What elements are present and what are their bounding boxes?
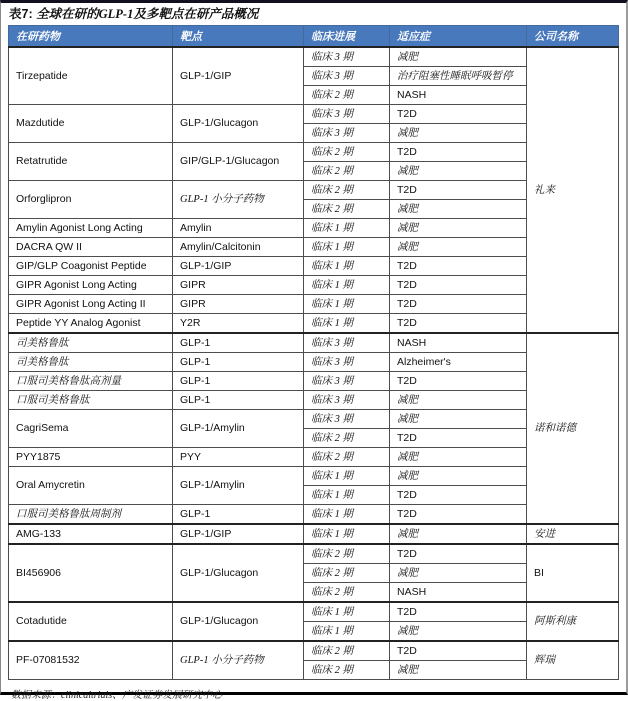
table-row	[9, 641, 619, 661]
header-row	[9, 26, 619, 48]
phase-cell: 临床 3 期	[304, 105, 390, 124]
target-cell: Amylin/Calcitonin	[173, 238, 304, 257]
indication-cell: 减肥	[390, 410, 527, 429]
table-title	[9, 6, 626, 22]
company-cell: 安进	[527, 524, 619, 544]
drug-cell: 司美格鲁肽	[9, 333, 173, 353]
phase-cell: 临床 2 期	[304, 181, 390, 200]
header-target: 靶点	[173, 26, 304, 48]
target-cell: GLP-1/Amylin	[173, 410, 304, 448]
data-source-note: 数据来源：clinicaltrials、广发证券发展研究中心	[11, 690, 223, 701]
indication-cell: 减肥	[390, 661, 527, 680]
indication-cell: T2D	[390, 143, 527, 162]
company-cell: 辉瑞	[527, 641, 619, 680]
phase-cell: 临床 1 期	[304, 622, 390, 642]
target-cell: GLP-1	[173, 333, 304, 353]
phase-cell: 临床 1 期	[304, 219, 390, 238]
table-title-text: 全球在研的GLP-1及多靶点在研产品概况	[36, 7, 259, 21]
drug-cell: BI456906	[9, 544, 173, 602]
indication-cell: 减肥	[390, 524, 527, 544]
indication-cell: 治疗阻塞性睡眠呼吸暂停	[390, 67, 527, 86]
indication-cell: T2D	[390, 486, 527, 505]
table-body	[9, 47, 619, 680]
phase-cell: 临床 2 期	[304, 661, 390, 680]
target-cell: GLP-1/GIP	[173, 524, 304, 544]
header-drug: 在研药物	[9, 26, 173, 48]
indication-cell: T2D	[390, 544, 527, 564]
table-row	[9, 544, 619, 564]
indication-cell: T2D	[390, 105, 527, 124]
target-cell: GLP-1	[173, 353, 304, 372]
drug-cell: Orforglipron	[9, 181, 173, 219]
target-cell: GLP-1/GIP	[173, 257, 304, 276]
phase-cell: 临床 3 期	[304, 47, 390, 67]
phase-cell: 临床 2 期	[304, 429, 390, 448]
table-row	[9, 524, 619, 544]
drug-cell: Amylin Agonist Long Acting	[9, 219, 173, 238]
target-cell: PYY	[173, 448, 304, 467]
indication-cell: Alzheimer's	[390, 353, 527, 372]
target-cell: GLP-1/Amylin	[173, 467, 304, 505]
header-phase: 临床进展	[304, 26, 390, 48]
target-cell: GLP-1	[173, 391, 304, 410]
indication-cell: T2D	[390, 429, 527, 448]
table-row	[9, 47, 619, 67]
indication-cell: 减肥	[390, 200, 527, 219]
drug-cell: PYY1875	[9, 448, 173, 467]
phase-cell: 临床 1 期	[304, 314, 390, 334]
phase-cell: 临床 2 期	[304, 143, 390, 162]
indication-cell: 减肥	[390, 238, 527, 257]
indication-cell: NASH	[390, 333, 527, 353]
target-cell: GIPR	[173, 276, 304, 295]
phase-cell: 临床 2 期	[304, 583, 390, 603]
target-cell: GLP-1/Glucagon	[173, 602, 304, 641]
target-cell: GLP-1/Glucagon	[173, 105, 304, 143]
indication-cell: T2D	[390, 505, 527, 525]
drug-cell: GIPR Agonist Long Acting II	[9, 295, 173, 314]
target-cell: GLP-1 小分子药物	[173, 181, 304, 219]
target-cell: GLP-1	[173, 372, 304, 391]
target-cell: Amylin	[173, 219, 304, 238]
phase-cell: 临床 1 期	[304, 602, 390, 622]
target-cell: GLP-1	[173, 505, 304, 525]
drug-cell: 司美格鲁肽	[9, 353, 173, 372]
phase-cell: 临床 1 期	[304, 505, 390, 525]
indication-cell: T2D	[390, 372, 527, 391]
phase-cell: 临床 3 期	[304, 391, 390, 410]
phase-cell: 临床 1 期	[304, 238, 390, 257]
phase-cell: 临床 1 期	[304, 295, 390, 314]
drug-cell: 口服司美格鲁肽高剂量	[9, 372, 173, 391]
indication-cell: T2D	[390, 602, 527, 622]
phase-cell: 临床 2 期	[304, 564, 390, 583]
target-cell: GIP/GLP-1/Glucagon	[173, 143, 304, 181]
drug-cell: Tirzepatide	[9, 47, 173, 105]
indication-cell: 减肥	[390, 219, 527, 238]
phase-cell: 临床 3 期	[304, 124, 390, 143]
table-title-prefix: 表7:	[9, 7, 33, 21]
target-cell: GLP-1/Glucagon	[173, 544, 304, 602]
header-indication: 适应症	[390, 26, 527, 48]
phase-cell: 临床 3 期	[304, 67, 390, 86]
company-cell: BI	[527, 544, 619, 602]
company-cell: 阿斯利康	[527, 602, 619, 641]
drug-cell: Cotadutide	[9, 602, 173, 641]
indication-cell: 减肥	[390, 47, 527, 67]
indication-cell: T2D	[390, 641, 527, 661]
phase-cell: 临床 2 期	[304, 162, 390, 181]
drug-cell: GIPR Agonist Long Acting	[9, 276, 173, 295]
indication-cell: 减肥	[390, 448, 527, 467]
phase-cell: 临床 3 期	[304, 353, 390, 372]
indication-cell: 减肥	[390, 622, 527, 642]
drug-cell: Retatrutide	[9, 143, 173, 181]
header-company: 公司名称	[527, 26, 619, 48]
indication-cell: 减肥	[390, 124, 527, 143]
drug-cell: AMG-133	[9, 524, 173, 544]
drug-cell: Mazdutide	[9, 105, 173, 143]
drug-cell: Oral Amycretin	[9, 467, 173, 505]
indication-cell: T2D	[390, 295, 527, 314]
indication-cell: 减肥	[390, 467, 527, 486]
indication-cell: 减肥	[390, 564, 527, 583]
table-row	[9, 602, 619, 622]
phase-cell: 临床 2 期	[304, 86, 390, 105]
indication-cell: T2D	[390, 257, 527, 276]
drug-cell: PF-07081532	[9, 641, 173, 680]
indication-cell: T2D	[390, 181, 527, 200]
target-cell: GLP-1/GIP	[173, 47, 304, 105]
phase-cell: 临床 3 期	[304, 372, 390, 391]
phase-cell: 临床 1 期	[304, 257, 390, 276]
indication-cell: NASH	[390, 583, 527, 603]
glp1-pipeline-table	[8, 25, 619, 680]
indication-cell: NASH	[390, 86, 527, 105]
phase-cell: 临床 2 期	[304, 448, 390, 467]
phase-cell: 临床 1 期	[304, 486, 390, 505]
company-cell: 诺和诺德	[527, 333, 619, 524]
table-header	[9, 26, 619, 48]
phase-cell: 临床 1 期	[304, 467, 390, 486]
phase-cell: 临床 1 期	[304, 524, 390, 544]
target-cell: Y2R	[173, 314, 304, 334]
drug-cell: 口服司美格鲁肽	[9, 391, 173, 410]
phase-cell: 临床 3 期	[304, 410, 390, 429]
phase-cell: 临床 2 期	[304, 641, 390, 661]
phase-cell: 临床 3 期	[304, 333, 390, 353]
target-cell: GIPR	[173, 295, 304, 314]
phase-cell: 临床 2 期	[304, 544, 390, 564]
indication-cell: T2D	[390, 276, 527, 295]
company-cell: 礼来	[527, 47, 619, 333]
indication-cell: T2D	[390, 314, 527, 334]
drug-cell: CagriSema	[9, 410, 173, 448]
table-row	[9, 333, 619, 353]
indication-cell: 减肥	[390, 162, 527, 181]
phase-cell: 临床 2 期	[304, 200, 390, 219]
drug-cell: 口服司美格鲁肽周制剂	[9, 505, 173, 525]
target-cell: GLP-1 小分子药物	[173, 641, 304, 680]
drug-cell: Peptide YY Analog Agonist	[9, 314, 173, 334]
drug-cell: GIP/GLP Coagonist Peptide	[9, 257, 173, 276]
drug-cell: DACRA QW II	[9, 238, 173, 257]
phase-cell: 临床 1 期	[304, 276, 390, 295]
indication-cell: 减肥	[390, 391, 527, 410]
